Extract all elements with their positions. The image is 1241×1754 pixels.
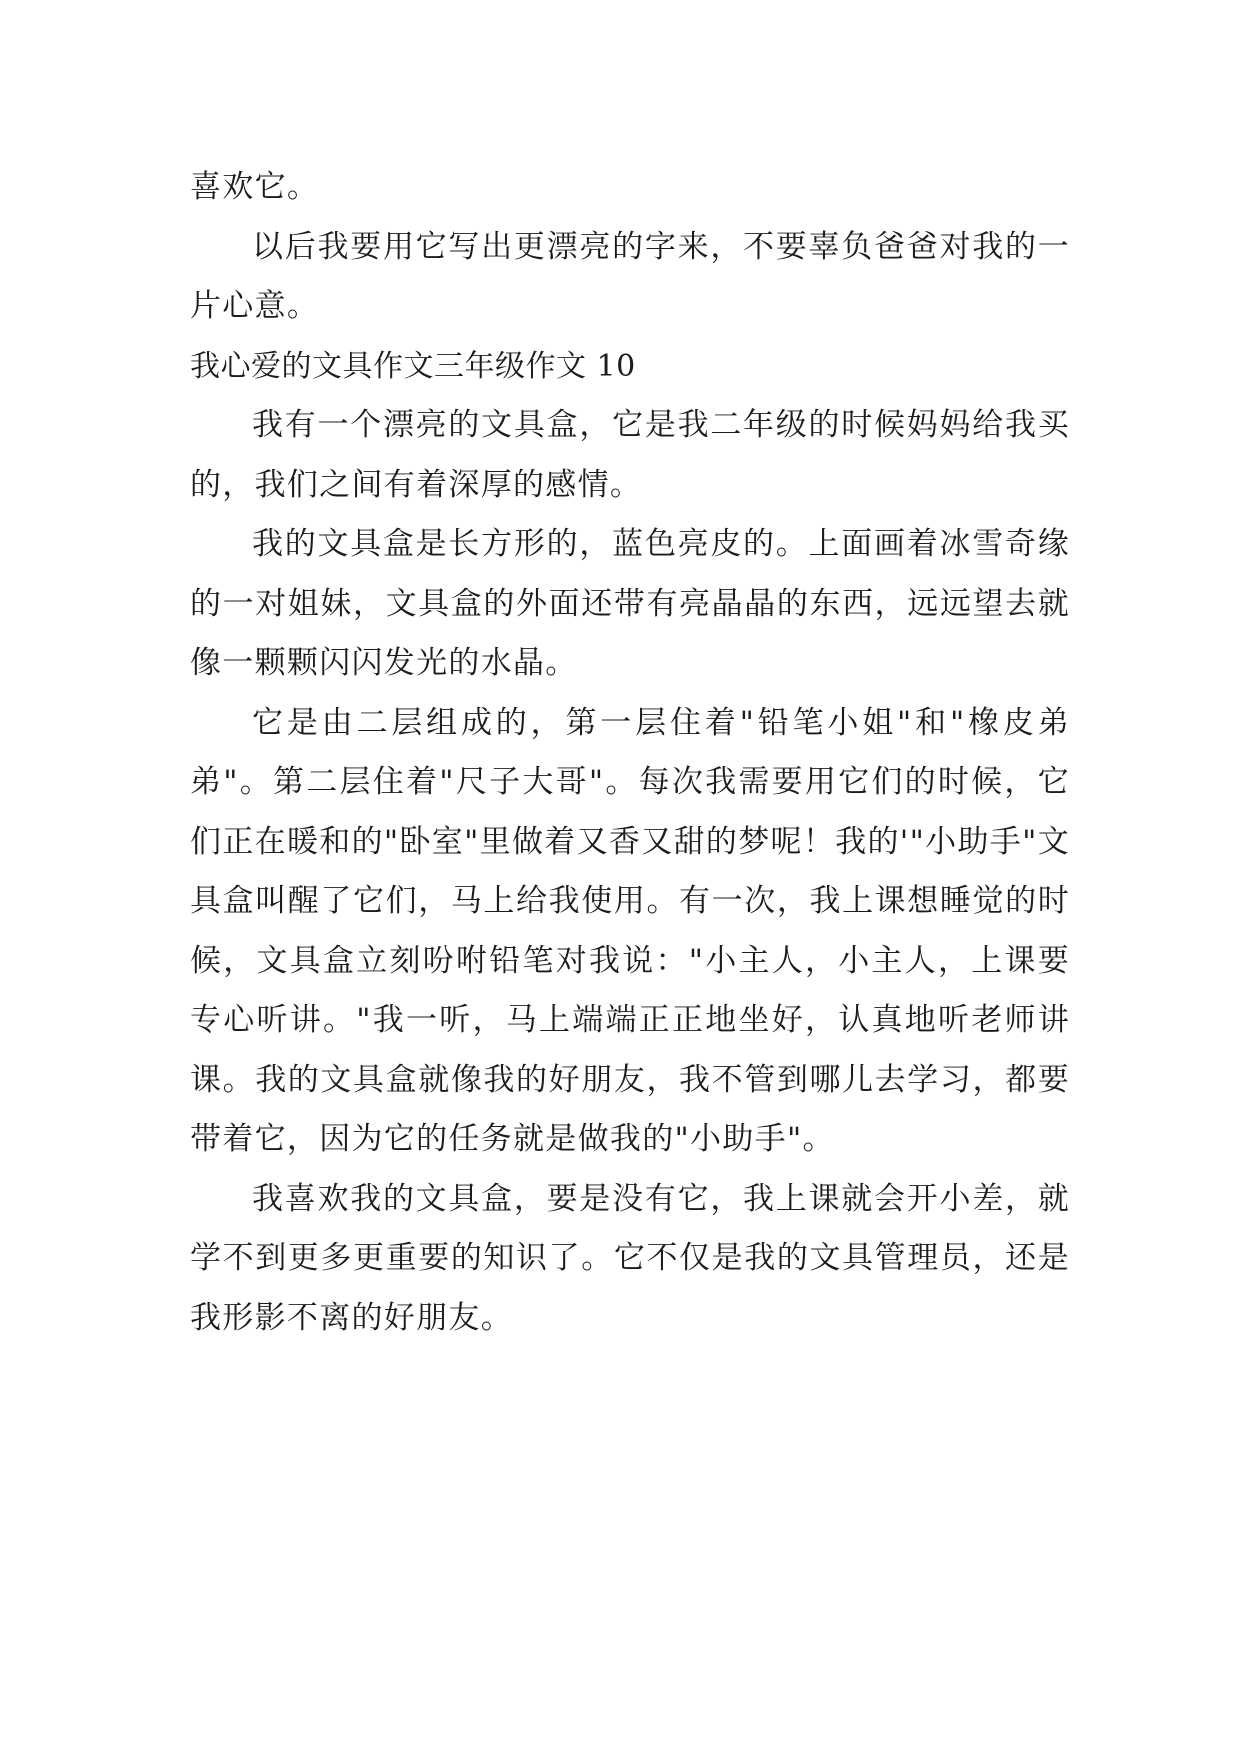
paragraph: 我喜欢我的文具盒，要是没有它，我上课就会开小差，就学不到更多更重要的知识了。它不仅是我的文具管理员，还是我形影不离的好朋友。 <box>190 1180 1070 1336</box>
paragraph: 我的文具盒是长方形的，蓝色亮皮的。上面画着冰雪奇缘的一对姐妹，文具盒的外面还带有亮晶晶的东西，远远望去就像一颗颗闪闪发光的水晶。 <box>190 526 1070 681</box>
essay-title: 我心爱的文具作文三年级作文 10 <box>190 348 636 384</box>
paragraph: 我有一个漂亮的文具盒，它是我二年级的时候妈妈给我买的，我们之间有着深厚的感情。 <box>190 407 1070 503</box>
paragraph: 它是由二层组成的，第一层住着"铅笔小姐"和"橡皮弟弟"。第二层住着"尺子大哥"。每次我需要用它们的时候，它们正在暖和的"卧室"里做着又香又甜的梦呢！我的'"小助手"文具盒叫醒了它们，马上给我使用。有一次，我上课想睡觉的时候，文具盒立刻吩咐铅笔对我说："小主人，小主人，上课要专心听讲。"我一听，马上端端正正地坐好，认真地听老师讲课。我的文具盒就像我的好朋友，我不管到哪儿去学习，都要带着它，因为它的任务就是做我的"小助手"。 <box>190 704 1070 1157</box>
paragraph: 以后我要用它写出更漂亮的字来，不要辜负爸爸对我的一片心意。 <box>190 228 1070 324</box>
paragraph-continuation: 喜欢它。 <box>190 169 320 205</box>
document-body <box>190 158 1070 1348</box>
